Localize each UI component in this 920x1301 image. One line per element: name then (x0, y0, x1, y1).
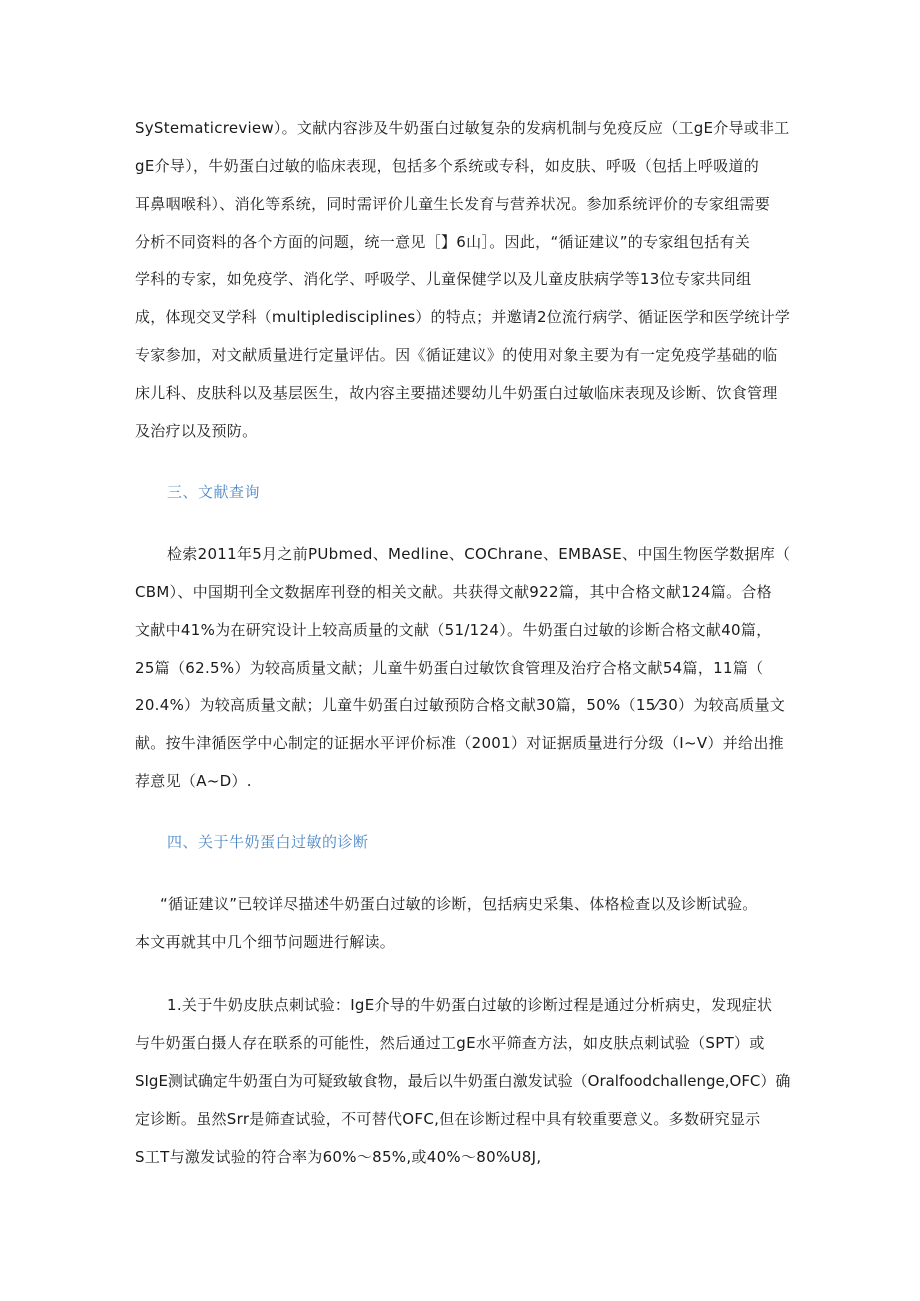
section-heading-diagnosis: 四、关于牛奶蛋白过敏的诊断 (167, 833, 369, 851)
paragraph-4-line-1: 1.关于牛奶皮肤点刺试验：IgE介导的牛奶蛋白过敏的诊断过程是通过分析病史，发现症状 (167, 996, 773, 1014)
paragraph-4-line-3: SIgE测试确定牛奶蛋白为可疑致敏食物，最后以牛奶蛋白激发试验（Oralfoodchallenge,OFC）确 (135, 1072, 791, 1090)
paragraph-1-line-8: 床儿科、皮肤科以及基层医生，故内容主要描述婴幼儿牛奶蛋白过敏临床表现及诊断、饮食管理 (135, 384, 778, 402)
paragraph-2-line-5: 20.4%）为较高质量文献；儿童牛奶蛋白过敏预防合格文献30篇，50%（15⁄30）为较高质量文 (135, 696, 786, 714)
paragraph-2-line-3: 文献中41%为在研究设计上较高质量的文献（51/124）。牛奶蛋白过敏的诊断合格文献40篇， (135, 621, 772, 639)
paragraph-1-line-1: SyStematicreview）。文献内容涉及牛奶蛋白过敏复杂的发病机制与免疫反应（工gE介导或非工 (135, 119, 790, 137)
paragraph-2-line-2: CBM）、中国期刊全文数据库刊登的相关文献。共获得文献922篇，其中合格文献124篇。合格 (135, 583, 772, 601)
paragraph-2-line-4: 25篇（62.5%）为较高质量文献；儿童牛奶蛋白过敏饮食管理及治疗合格文献54篇，11篇（ (135, 659, 764, 677)
paragraph-1-line-7: 专家参加，对文献质量进行定量评估。因《循证建议》的使用对象主要为有一定免疫学基础的临 (135, 346, 778, 364)
paragraph-3-line-1: “循证建议”已较详尽描述牛奶蛋白过敏的诊断，包括病史采集、体格检查以及诊断试验。 (160, 895, 758, 913)
paragraph-3-line-2: 本文再就其中几个细节问题进行解读。 (135, 933, 396, 951)
paragraph-4-line-4: 定诊断。虽然Srr是筛查试验，不可替代OFC,但在诊断过程中具有较重要意义。多数研究显示 (135, 1110, 761, 1128)
paragraph-1-line-4: 分析不同资料的各个方面的问题，统一意见［】6山］。因此，“循证建议”的专家组包括有关 (135, 233, 751, 251)
paragraph-1-line-2: gE介导），牛奶蛋白过敏的临床表现，包括多个系统或专科，如皮肤、呼吸（包括上呼吸道的 (135, 157, 760, 175)
paragraph-4-line-2: 与牛奶蛋白摄人存在联系的可能性，然后通过工gE水平筛查方法，如皮肤点刺试验（SPT）或 (135, 1034, 765, 1052)
paragraph-1-line-6: 成，体现交叉学科（multipledisciplines）的特点；并邀请2位流行病学、循证医学和医学统计学 (135, 308, 791, 326)
paragraph-2-line-1: 检索2011年5月之前PUbmed、Medline、COChrane、EMBASE、中国生物医学数据库（ (167, 545, 791, 563)
paragraph-1-line-9: 及治疗以及预防。 (135, 422, 258, 440)
section-heading-literature-search: 三、文献查询 (167, 483, 261, 501)
paragraph-1-line-3: 耳鼻咽喉科）、消化等系统，同时需评价儿童生长发育与营养状况。参加系统评价的专家组需要 (135, 195, 771, 213)
paragraph-1-line-5: 学科的专家，如免疫学、消化学、呼吸学、儿童保健学以及儿童皮肤病学等13位专家共同组 (135, 270, 752, 288)
paragraph-2-line-7: 荐意见（A~D）. (135, 772, 252, 790)
paragraph-4-line-5: S工T与激发试验的符合率为60%～85%,或40%～80%U8J, (135, 1148, 542, 1166)
paragraph-2-line-6: 献。按牛津循医学中心制定的证据水平评价标准（2001）对证据质量进行分级（I~V）并给出推 (135, 734, 784, 752)
